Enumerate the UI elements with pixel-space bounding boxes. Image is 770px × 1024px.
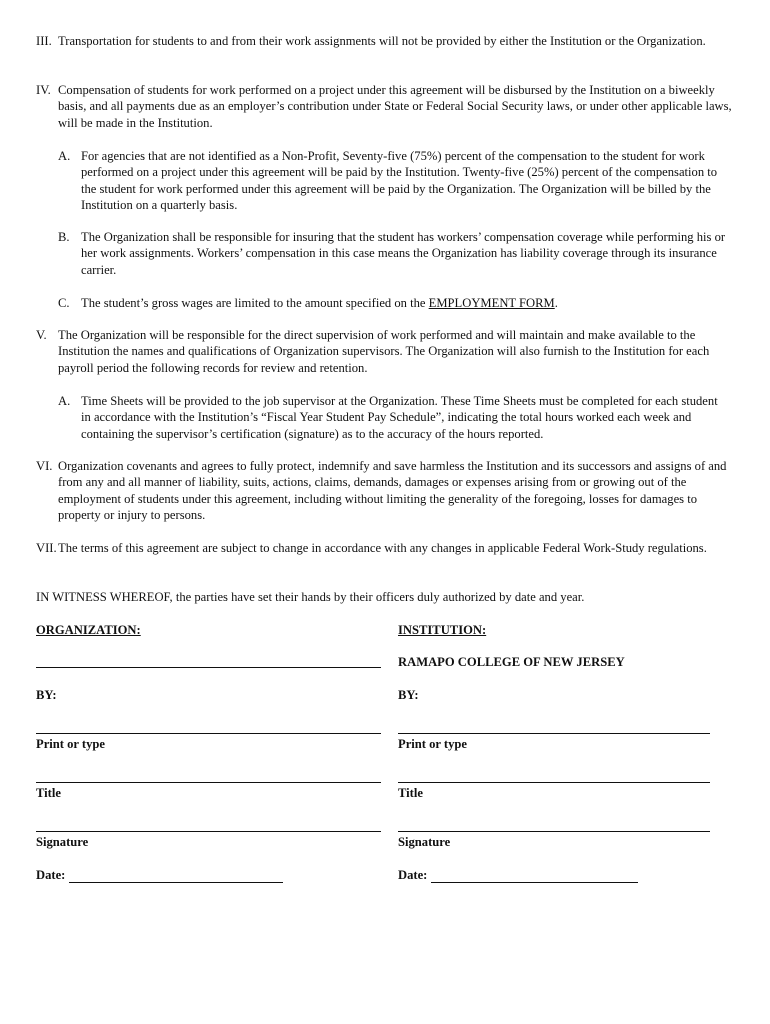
clause-vii <box>36 540 736 556</box>
subclause-text: Time Sheets will be provided to the job supervisor at the Organization. These Time Sheets must be completed for each student in accordance with the Institution’s “Fiscal Year Student Pay Schedule”, indicating the total hours worked each week and containing the supervisor’s certification (signature) as to the accuracy of the hours reported. <box>81 394 718 441</box>
institution-date-label: Date: <box>398 868 428 882</box>
organization-print-label: Print or type <box>36 737 106 751</box>
organization-title-label: Title <box>36 786 61 800</box>
clause-iii <box>36 33 736 49</box>
clause-v <box>36 327 736 376</box>
institution-signature-label: Signature <box>398 835 451 849</box>
clause-number: III. <box>36 34 52 48</box>
clause-iv <box>36 82 736 131</box>
organization-date-line[interactable] <box>69 882 283 883</box>
subclause-text-after: . <box>554 296 558 310</box>
clause-number: VI. <box>36 459 53 473</box>
clause-text: The Organization will be responsible for the direct supervision of work performed and will maintain and make available to the Institution the names and qualifications of Organization supervisors. The Organization will also furnish to the Institution for each payroll period the following records for review and retention. <box>58 328 710 375</box>
organization-name-line[interactable] <box>36 667 381 668</box>
employment-form-link[interactable]: EMPLOYMENT FORM <box>428 296 555 310</box>
organization-signature-line[interactable] <box>36 831 381 832</box>
clause-number: VII. <box>36 541 57 555</box>
institution-date-line[interactable] <box>431 882 638 883</box>
subclause-text: For agencies that are not identified as a Non-Profit, Seventy-five (75%) percent of the compensation to the student for work performed on a project under this agreement will be paid by the Institution. Twenty-five (25%) percent of the compensation to the student for work performed under this agreement will be paid by the Organization. The Organization will be billed by the Institution on a quarterly basis. <box>81 149 718 213</box>
institution-title-label: Title <box>398 786 423 800</box>
clause-iv-a <box>58 148 728 214</box>
institution-print-label: Print or type <box>398 737 468 751</box>
clause-text: The terms of this agreement are subject to change in accordance with any changes in applicable Federal Work-Study regulations. <box>58 541 707 555</box>
institution-signature-line[interactable] <box>398 831 710 832</box>
subclause-text <box>58 295 728 311</box>
subclause-text: The Organization shall be responsible for insuring that the student has workers’ compensation coverage while performing his or her work assignments. Workers’ compensation in this case means the Organization has liability coverage through its insurance carrier. <box>81 230 726 277</box>
organization-heading: ORGANIZATION: <box>36 623 141 637</box>
institution-heading: INSTITUTION: <box>398 623 487 637</box>
clause-text: Compensation of students for work performed on a project under this agreement will be disbursed by the Institution on a biweekly basis, and all payments due as an employer’s contribution under State or Federal Social Security laws, or under other applicable laws, will be made in the Institution. <box>58 83 732 130</box>
subclause-letter: C. <box>58 296 70 310</box>
organization-date-label: Date: <box>36 868 66 882</box>
clause-vi <box>36 458 736 524</box>
institution-by-label: BY: <box>398 688 419 702</box>
clause-text: Organization covenants and agrees to fully protect, indemnify and save harmless the Institution and its successors and assigns of and from any and all manner of liability, suits, actions, claims, demands, damages or expenses arising from or growing out of the employment of students under this agreement, including without limiting the generality of the foregoing, losses for damages to property or injury to persons. <box>58 459 727 523</box>
institution-print-line[interactable] <box>398 733 710 734</box>
clause-iv-b <box>58 229 728 278</box>
clause-iv-c <box>58 295 728 311</box>
clause-v-a <box>58 393 728 442</box>
subclause-letter: A. <box>58 149 71 163</box>
institution-title-line[interactable] <box>398 782 710 783</box>
clause-number: V. <box>36 328 47 342</box>
clause-text: Transportation for students to and from their work assignments will not be provided by either the Institution or the Organization. <box>58 34 706 48</box>
subclause-letter: B. <box>58 230 70 244</box>
clause-number: IV. <box>36 83 51 97</box>
subclause-letter: A. <box>58 394 71 408</box>
organization-print-line[interactable] <box>36 733 381 734</box>
organization-by-label: BY: <box>36 688 57 702</box>
organization-signature-label: Signature <box>36 835 89 849</box>
organization-title-line[interactable] <box>36 782 381 783</box>
witness-statement: IN WITNESS WHEREOF, the parties have set their hands by their officers duly authorized by date and year. <box>36 590 585 604</box>
institution-name: RAMAPO COLLEGE OF NEW JERSEY <box>398 655 625 669</box>
subclause-text-before: The student’s gross wages are limited to the amount specified on the <box>81 296 429 310</box>
